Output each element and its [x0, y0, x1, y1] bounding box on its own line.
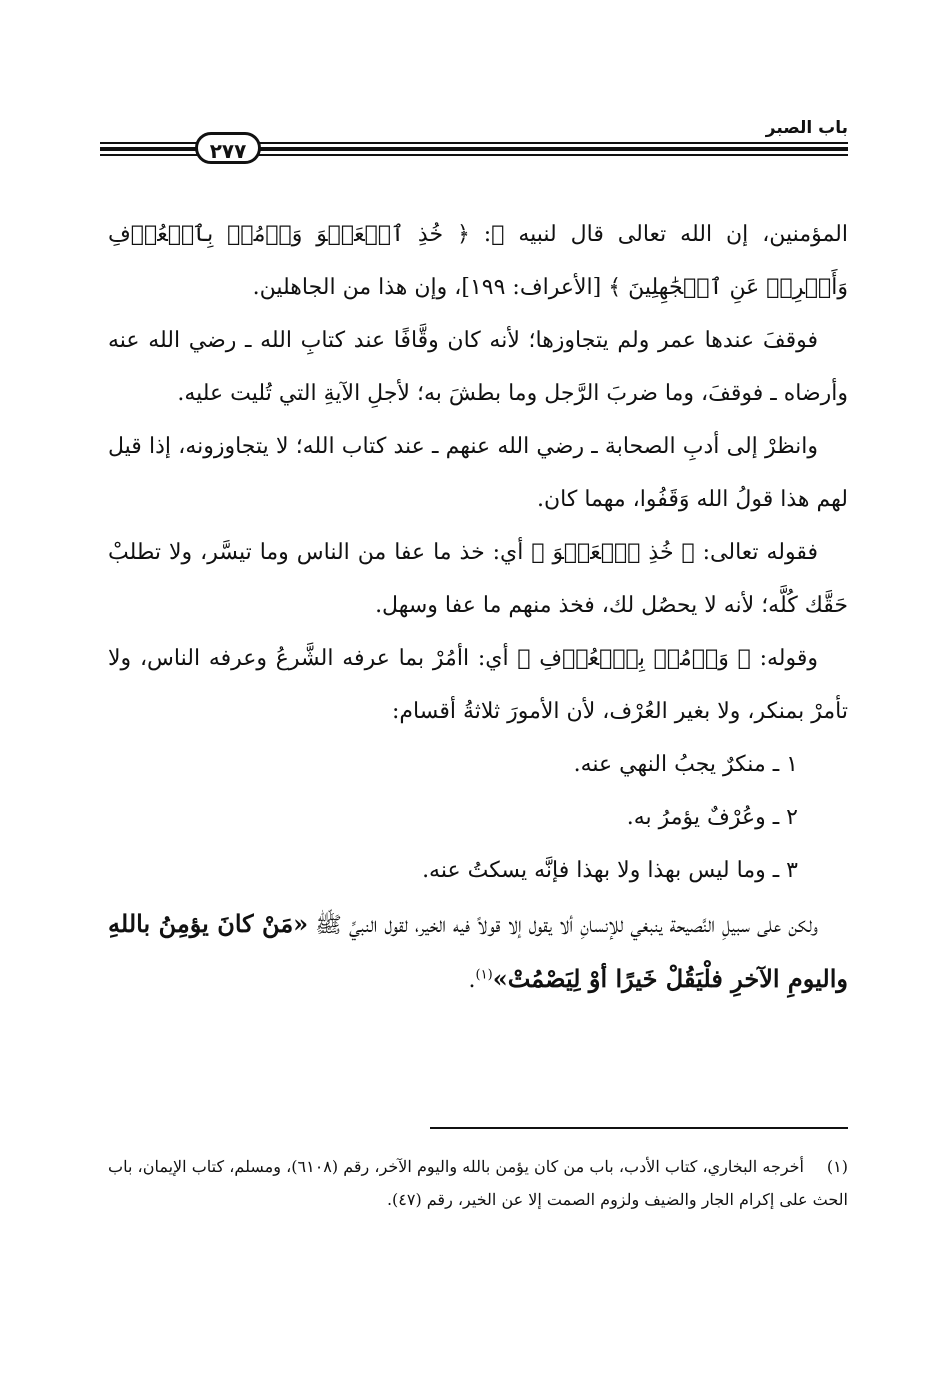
chapter-title: باب الصبر — [765, 118, 848, 138]
footnote-text: أخرجه البخاري، كتاب الأدب، باب من كان يؤمن بالله واليوم الآخر، رقم (٦١٠٨)، ومسلم، كتاب الإيمان، باب الحث على إكرام الجار والضيف ولزوم الصمت إلا عن الخير، رقم (٤٧). — [108, 1157, 848, 1209]
paragraph: وقوله: ﴿ وَأۡمُرۡ بِٱلۡعُرۡفِ ﴾ أي: اأمُرْ بما عرفه الشَّرعُ وعرفه الناس، ولا تأمرْ بمنكر، ولا بغير العُرْف، لأن الأمورَ ثلاثةُ أقسام: — [108, 646, 848, 724]
paragraph: فوقفَ عندها عمر ولم يتجاوزها؛ لأنه كان وقَّافًا عند كتابِ الله ـ رضي الله عنه وأرضاه ـ فوقفَ، وما ضربَ الرَّجل وما بطشَ به؛ لأجلِ الآيةِ التي تُليت عليه. — [108, 328, 848, 406]
list-item: ٣ ـ وما ليس بهذا ولا بهذا فإنَّه يسكتُ عنه. — [422, 858, 798, 883]
text-line: المؤمنين، إن الله تعالى قال لنبيه ﷺ: ﴿ خُذِ ٱلۡعَفۡوَ وَأۡمُرۡ بِٱلۡعُرۡفِ وَأَعۡرِضۡ عَنِ — [108, 222, 848, 300]
paragraph — [108, 208, 848, 314]
text-line: ٱلۡجَٰهِلِينَ ﴾ [الأعراف: ١٩٩]، وإن هذا من الجاهلين. — [252, 275, 723, 300]
list-item: ٢ ـ وعُرْفٌ يؤمرُ به. — [626, 805, 798, 830]
footnote-divider — [430, 1127, 848, 1129]
footnote — [108, 1150, 848, 1216]
paragraph: فقوله تعالى: ﴿ خُذِ ٱلۡعَفۡوَ ﴾ أي: خذ ما عفا من الناس وما تيسَّر، ولا تطلبْ حَقَّك كُلَّه؛ لأنه لا يحصُل لك، فخذ منهم ما عفا وسهل. — [108, 540, 848, 618]
text-span: ولكن على سبيلِ النَّصيحة ينبغي للإنسانِ ألا يقول إلا قولاً فيه الخير، لقول النبيِّ ﷺ — [315, 913, 819, 938]
page-header — [100, 112, 848, 172]
page-number-badge: ٢٧٧ — [195, 132, 261, 164]
paragraph: وانظرْ إلى أدبِ الصحابة ـ رضي الله عنهم ـ عند كتاب الله؛ لا يتجاوزونه، إذا قيل لهم هذا قولُ الله وَقَفُوا، مهما كان. — [108, 434, 848, 512]
list-item: ١ ـ منكرٌ يجبُ النهي عنه. — [573, 752, 798, 777]
paragraph — [108, 897, 848, 1007]
footnote-reference[interactable]: (١) — [475, 967, 493, 983]
hadith-quote: «مَنْ كانَ يؤمِنُ باللهِ واليومِ الآخرِ فلْيَقُلْ خَيرًا أوْ لِيَصْمُتْ» — [108, 909, 848, 993]
main-text — [108, 208, 848, 1007]
text-span: . — [468, 968, 476, 993]
footnote-number: (١) — [826, 1157, 848, 1176]
